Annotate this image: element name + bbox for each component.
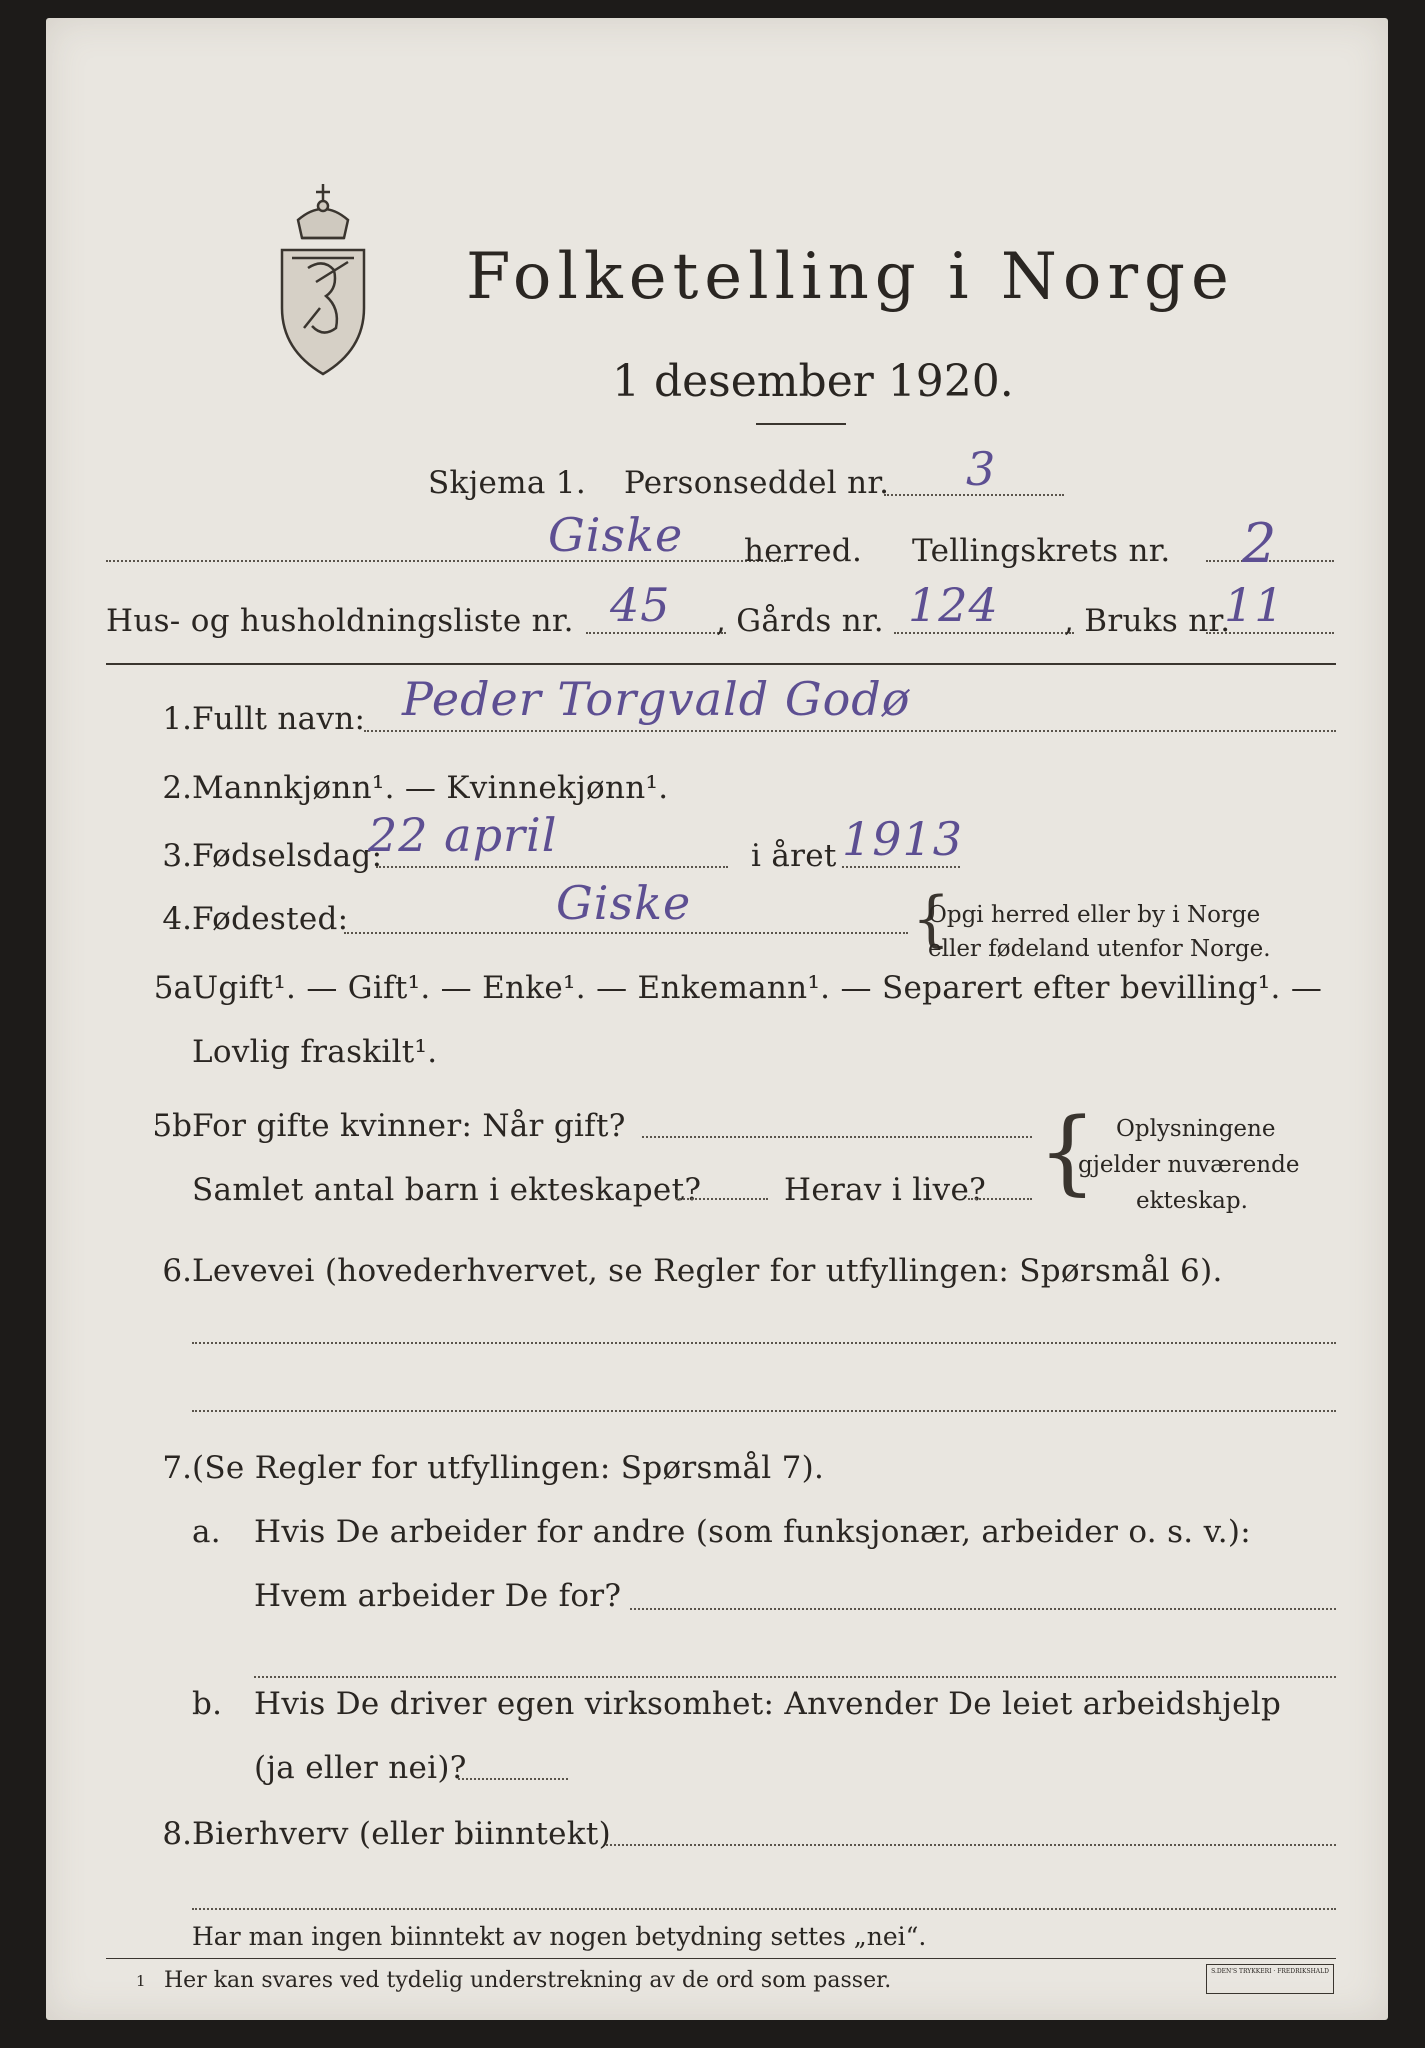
side-income-label: Bierhverv (eller biinntekt) — [192, 1816, 612, 1852]
q2-number: 2. — [162, 770, 192, 806]
q4-number: 4. — [162, 901, 192, 937]
form-subtitle: 1 desember 1920. — [612, 356, 1014, 407]
employer-field-line-1[interactable] — [630, 1608, 1336, 1610]
sex-options[interactable]: Mannkjønn¹. — Kvinnekjønn¹. — [192, 770, 669, 806]
norwegian-coat-of-arms-icon — [268, 178, 378, 378]
q5b-note-line-1: Oplysningene — [1116, 1116, 1276, 1142]
q6-number: 6. — [162, 1253, 192, 1289]
occupation-field-line-1[interactable] — [192, 1342, 1336, 1344]
q5b-note-line-2: gjelder nuværende — [1078, 1152, 1300, 1178]
q1-number: 1. — [162, 701, 192, 737]
q4-note-line-2: eller fødeland utenfor Norge. — [928, 936, 1271, 962]
gards-label: , Gårds nr. — [716, 603, 884, 639]
header-divider — [106, 663, 1336, 665]
footnote-marker: 1 — [136, 1972, 146, 1990]
herred-field[interactable] — [106, 560, 786, 562]
q5b-note-line-3: ekteskap. — [1136, 1188, 1248, 1214]
q7a-line-1: Hvis De arbeider for andre (som funksjonær, arbeider o. s. v.): — [254, 1514, 1252, 1550]
hired-help-field[interactable] — [458, 1778, 568, 1780]
marital-status-options-cont[interactable]: Lovlig fraskilt¹. — [192, 1034, 438, 1070]
hus-field[interactable] — [586, 632, 726, 634]
q7a-letter: a. — [192, 1514, 221, 1550]
footnote-text: Her kan svares ved tydelig understrekning av de ord som passer. — [164, 1968, 892, 1993]
personseddel-value: 3 — [966, 442, 997, 496]
hus-value: 45 — [610, 578, 671, 632]
full-name-value: Peder Torgvald Godø — [402, 672, 911, 726]
q1-label: Fullt navn: — [192, 701, 366, 737]
q4-label: Fødested: — [192, 901, 349, 937]
tellingskrets-value: 2 — [1242, 512, 1278, 575]
children-alive-label: Herav i live? — [784, 1172, 987, 1208]
side-income-field-line-1[interactable] — [606, 1844, 1336, 1846]
q5b-note-brace: { — [1038, 1098, 1097, 1205]
gards-value: 124 — [908, 578, 999, 632]
occupation-label: Levevei (hovederhvervet, se Regler for utfyllingen: Spørsmål 6). — [192, 1253, 1223, 1289]
q7b-letter: b. — [192, 1686, 223, 1722]
birthday-value: 22 april — [368, 808, 558, 862]
full-name-field[interactable] — [364, 730, 1336, 732]
children-total-field[interactable] — [676, 1198, 768, 1200]
q7-label: (Se Regler for utfyllingen: Spørsmål 7). — [192, 1450, 825, 1486]
hus-label: Hus- og husholdningsliste nr. — [106, 603, 574, 639]
q4-note-line-1: Opgi herred eller by i Norge — [928, 902, 1261, 928]
children-alive-field[interactable] — [968, 1198, 1032, 1200]
birthplace-field[interactable] — [344, 932, 908, 934]
form-title: Folketelling i Norge — [466, 240, 1235, 314]
birth-year-field[interactable] — [842, 866, 960, 868]
q4-note-brace: { — [912, 884, 951, 954]
side-income-note: Har man ingen biinntekt av nogen betydning settes „nei“. — [192, 1922, 927, 1951]
herred-value: Giske — [548, 508, 684, 562]
tellingskrets-label: Tellingskrets nr. — [912, 533, 1171, 569]
skjema-label: Skjema 1. — [428, 465, 586, 501]
title-divider — [756, 423, 846, 425]
census-form-page — [46, 18, 1388, 2020]
married-women-label: For gifte kvinner: Når gift? — [192, 1108, 626, 1144]
q8-number: 8. — [162, 1816, 192, 1852]
q3-label: Fødselsdag: — [192, 838, 383, 874]
footnote-divider — [106, 1958, 1336, 1959]
birthplace-value: Giske — [556, 876, 692, 930]
personseddel-label: Personseddel nr. — [624, 465, 890, 501]
q7b-line-1: Hvis De driver egen virksomhet: Anvender De leiet arbeidshjelp — [254, 1686, 1282, 1722]
year-label: i året — [751, 838, 837, 874]
q3-number: 3. — [162, 838, 192, 874]
q7-number: 7. — [162, 1450, 192, 1486]
herred-label: herred. — [744, 533, 863, 569]
q7b-line-2: (ja eller nei)? — [254, 1750, 467, 1786]
printer-stamp: S.DEN'S TRYKKERI · FREDRIKSHALD — [1206, 1964, 1334, 1994]
employer-field-line-2[interactable] — [254, 1676, 1336, 1678]
q5a-number: 5a — [153, 970, 192, 1006]
side-income-field-line-2[interactable] — [192, 1908, 1336, 1910]
bruks-field[interactable] — [1206, 632, 1334, 634]
q7a-line-2: Hvem arbeider De for? — [254, 1578, 622, 1614]
q5b-number: 5b — [152, 1108, 192, 1144]
children-total-label: Samlet antal barn i ekteskapet? — [192, 1172, 702, 1208]
birthday-field[interactable] — [376, 866, 728, 868]
married-when-field[interactable] — [642, 1136, 1032, 1138]
bruks-label: , Bruks nr. — [1064, 603, 1231, 639]
occupation-field-line-2[interactable] — [192, 1410, 1336, 1412]
birth-year-value: 1913 — [842, 812, 964, 866]
bruks-value: 11 — [1224, 578, 1285, 632]
gards-field[interactable] — [894, 632, 1074, 634]
marital-status-options[interactable]: Ugift¹. — Gift¹. — Enke¹. — Enkemann¹. — Separert efter bevilling¹. — — [192, 970, 1323, 1006]
